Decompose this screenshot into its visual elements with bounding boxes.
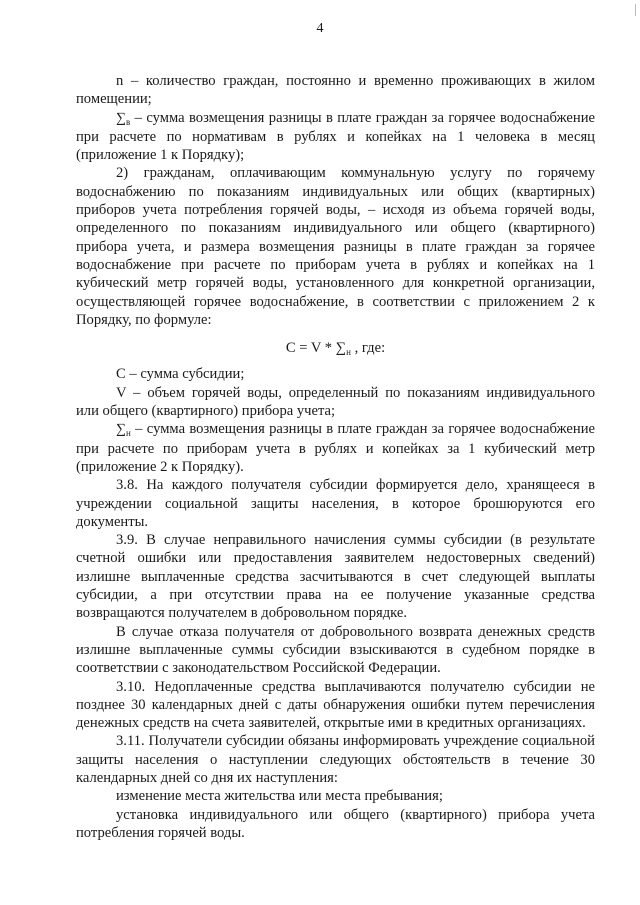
formula xyxy=(76,339,595,357)
paragraph-n-definition: n – количество граждан, постоянно и временно проживающих в жилом помещении; xyxy=(76,73,595,108)
paragraph-text: – сумма возмещения разницы в плате граждан за горячее водоснабжение при расчете по приборам учета в рублях и копейках за 1 кубический метр (приложение 2 к Порядку). xyxy=(76,421,595,475)
paragraph-3-8: 3.8. На каждого получателя субсидии формируется дело, хранящееся в учреждении социальной защиты населения, в которое брошюруются его документы. xyxy=(76,477,595,530)
sum-subscript: н xyxy=(125,428,131,439)
paragraph-3-11: 3.11. Получатели субсидии обязаны информировать учреждение социальной защиты населения о наступлении следующих обстоятельств в течение 30 календарных дней со дня их наступления: xyxy=(76,733,595,786)
paragraph-v-definition: V – объем горячей воды, определенный по показаниям индивидуального или общего (квартирного) прибора учета; xyxy=(76,384,595,420)
paragraph-3-10: 3.10. Недоплаченные средства выплачиваются получателю субсидии не позднее 30 календарных дней с даты обнаружения ошибки путем перечисления денежных средств на счета заявителей, открытые ими в кредитных организациях. xyxy=(76,678,595,732)
formula-tail: , где: xyxy=(350,340,386,357)
paragraph-sum-n-definition xyxy=(76,420,595,476)
paragraph-sum-v-definition xyxy=(76,109,595,165)
paragraph-c-definition: C – сумма субсидии; xyxy=(116,366,245,383)
sum-symbol: ∑ xyxy=(116,110,126,126)
sum-subscript: в xyxy=(125,116,131,127)
paragraph-change-residence: изменение места жительства или места пребывания; xyxy=(116,788,443,805)
formula-main: C = V * ∑ xyxy=(285,340,347,357)
page-number: 4 xyxy=(316,21,324,36)
paragraph-meter-installation: установка индивидуального или общего (квартирного) прибора учета потребления горячей воды. xyxy=(76,806,595,841)
paragraph-item-2: 2) гражданам, оплачивающим коммунальную услугу по горячему водоснабжению по показаниям индивидуальных или общих (квартирных) приборов учета потребления горячей воды, – исходя из объема горячей воды, определенного по показаниям индивидуального или общего (квартирного) прибора учета, и размера возмещения разницы в плате граждан за горячее водоснабжение при расчете по приборам учета в рублях и копейках на 1 кубический метр горячей воды, установленного для конкретной организации, осуществляющей горячее водоснабжение, в соответствии с приложением 2 к Порядку, по формуле: xyxy=(76,165,595,328)
document-body xyxy=(76,72,595,842)
sum-symbol: ∑ xyxy=(116,422,126,438)
page-corner-mark xyxy=(627,4,636,16)
paragraph-text: – сумма возмещения разницы в плате граждан за горячее водоснабжение при расчете по нормативам в рублях и копейках на 1 человека в месяц (приложение 1 к Порядку); xyxy=(76,109,595,164)
paragraph-3-9: 3.9. В случае неправильного начисления суммы субсидии (в результате счетной ошибки или предоставления заявителем недостоверных сведений) излишне выплаченные средства засчитываются в счет следующей выплаты субсидии, а при отсутствии права на ее получение указанные средства возвращаются получателем в добровольном порядке. xyxy=(76,532,595,622)
formula-subscript: н xyxy=(346,347,351,358)
paragraph-refusal: В случае отказа получателя от добровольного возврата денежных средств излишне выплаченные суммы субсидии взыскиваются в судебном порядке в соответствии с законодательством Российской Федерации. xyxy=(76,623,595,677)
